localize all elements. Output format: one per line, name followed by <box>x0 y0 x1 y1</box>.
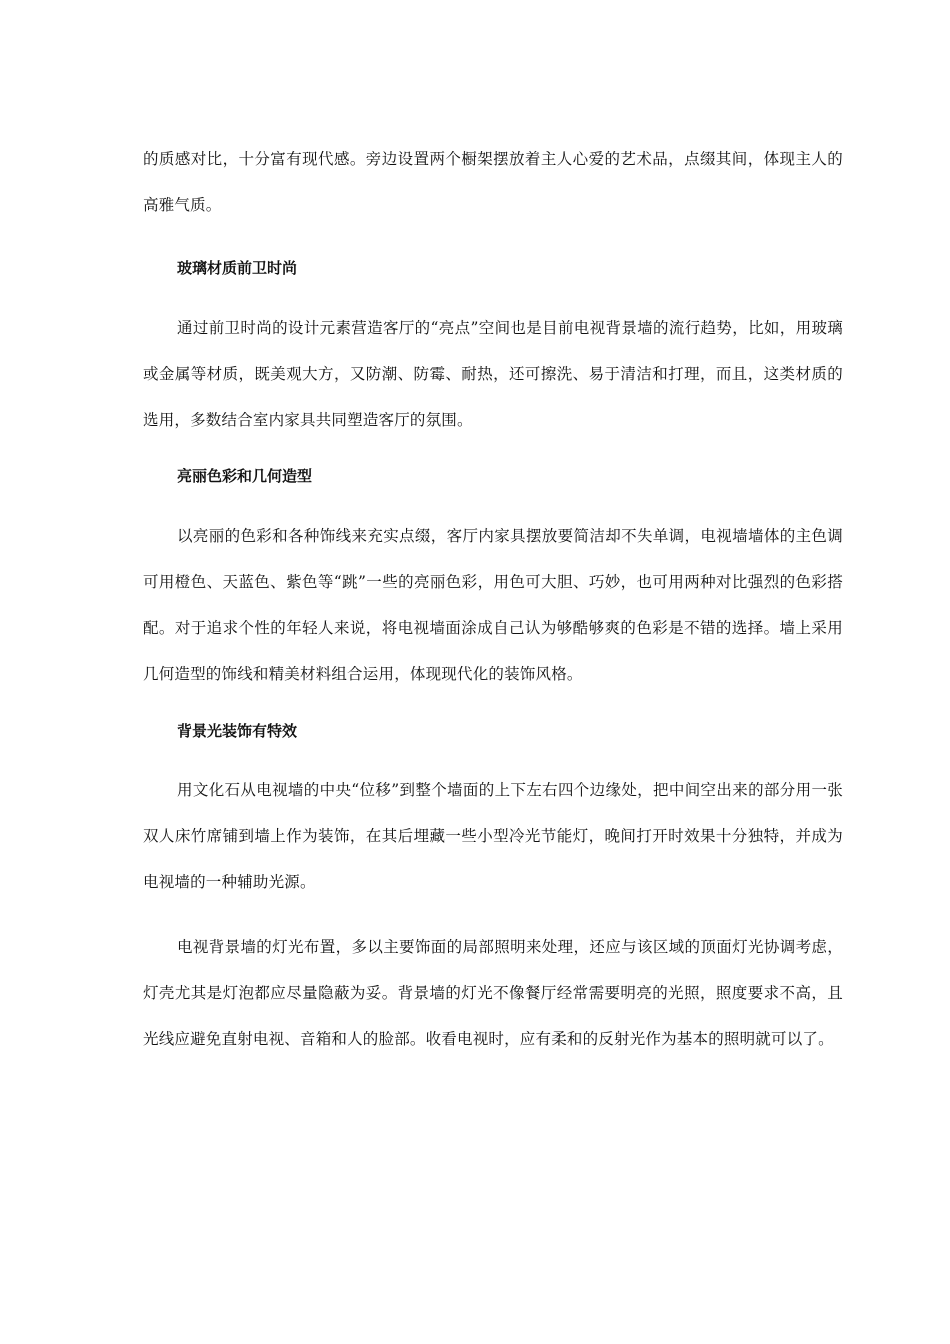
section-paragraph-backlight-1: 用文化石从电视墙的中央“位移”到整个墙面的上下左右四个边缘处，把中间空出来的部分用一张双人床竹席铺到墙上作为装饰，在其后埋藏一些小型冷光节能灯，晚间打开时效果十分独特，并成为电视墙的一种辅助光源。 <box>143 781 843 891</box>
section-paragraph-glass-material: 通过前卫时尚的设计元素营造客厅的“亮点”空间也是目前电视背景墙的流行趋势，比如，用玻璃或金属等材质，既美观大方，又防潮、防霉、耐热，还可擦洗、易于清洁和打理，而且，这类材质的选用，多数结合室内家具共同塑造客厅的氛围。 <box>143 319 843 429</box>
section-heading-glass-material: 玻璃材质前卫时尚 <box>177 259 298 277</box>
section-heading-backlight: 背景光装饰有特效 <box>177 722 298 740</box>
section-paragraph-backlight-2: 电视背景墙的灯光布置，多以主要饰面的局部照明来处理，还应与该区域的顶面灯光协调考虑，灯壳尤其是灯泡都应尽量隐蔽为妥。背景墙的灯光不像餐厅经常需要明亮的光照，照度要求不高，且光线应避免直射电视、音箱和人的脸部。收看电视时，应有柔和的反射光作为基本的照明就可以了。 <box>143 938 843 1048</box>
section-heading-bright-colors: 亮丽色彩和几何造型 <box>177 467 313 485</box>
section-paragraph-bright-colors: 以亮丽的色彩和各种饰线来充实点缀，客厅内家具摆放要简洁却不失单调，电视墙墙体的主色调可用橙色、天蓝色、紫色等“跳”一些的亮丽色彩，用色可大胆、巧妙，也可用两种对比强烈的色彩搭配。对于追求个性的年轻人来说，将电视墙面涂成自己认为够酷够爽的色彩是不错的选择。墙上采用几何造型的饰线和精美材料组合运用，体现现代化的装饰风格。 <box>143 527 843 683</box>
intro-paragraph: 的质感对比，十分富有现代感。旁边设置两个橱架摆放着主人心爱的艺术品，点缀其间，体现主人的高雅气质。 <box>143 150 843 214</box>
